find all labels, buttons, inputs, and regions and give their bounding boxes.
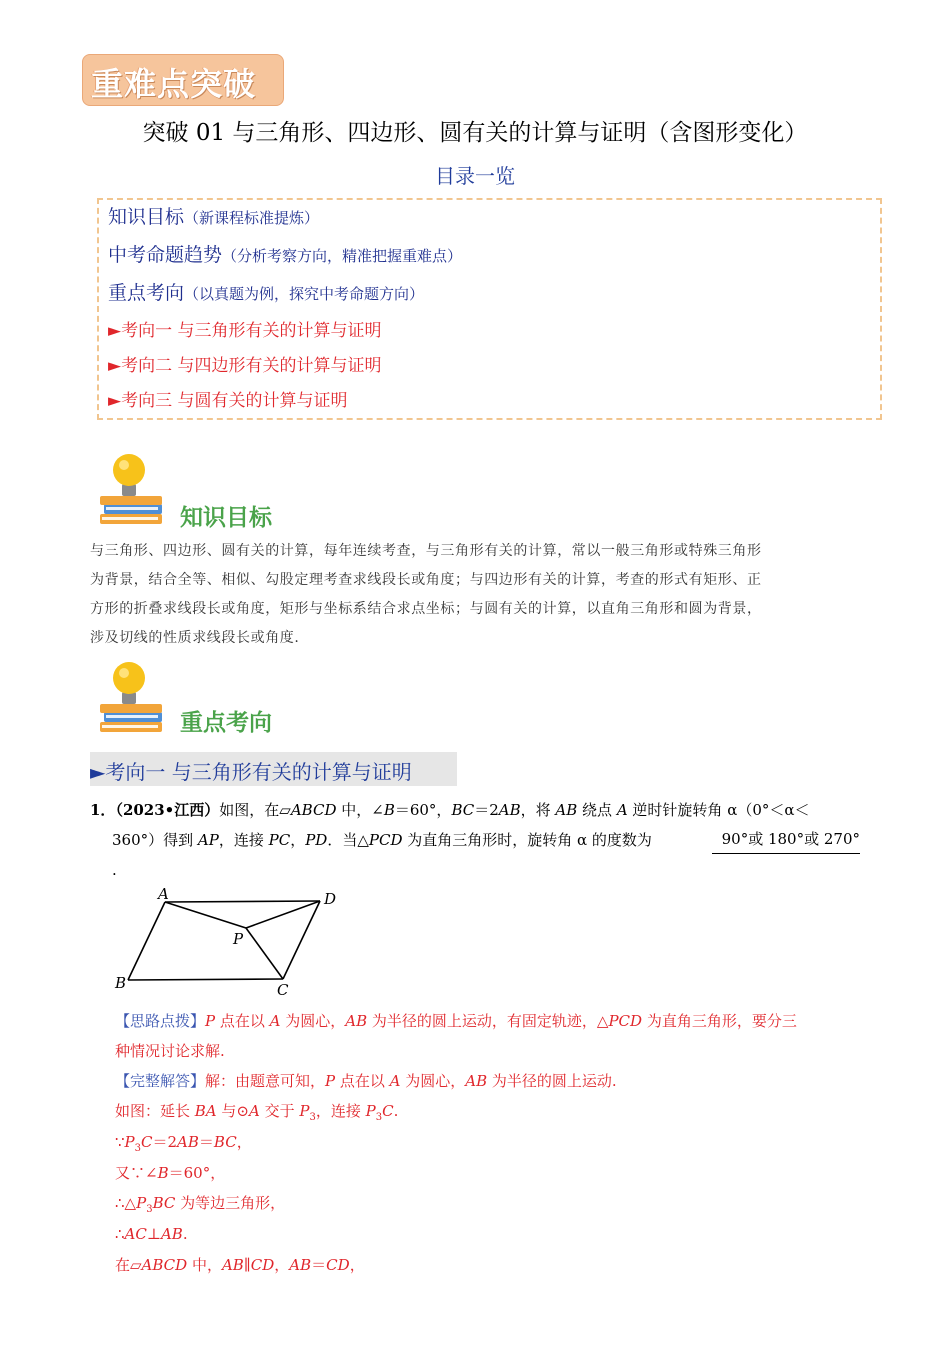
- question-number: 1．: [90, 801, 116, 819]
- text: 交于: [259, 1102, 300, 1120]
- label-a: A: [158, 885, 169, 903]
- full-label: 【完整解答】: [115, 1072, 206, 1090]
- text: ∵: [115, 1133, 125, 1151]
- toc-row-sub: （分析考察方向，精准把握重难点）: [222, 247, 463, 265]
- text: CD: [250, 1256, 275, 1274]
- text: P: [325, 1072, 336, 1090]
- page-title: 突破 01 与三角形、四边形、圆有关的计算与证明（含图形变化）: [142, 120, 808, 146]
- text: ∴△: [115, 1194, 137, 1212]
- text: ＝2: [474, 801, 499, 819]
- full-solution-line: [115, 1066, 617, 1096]
- text: ．当△: [327, 831, 369, 849]
- toc-row-sub: （新课程标准提炼）: [184, 209, 320, 227]
- edge-bc: [128, 979, 283, 980]
- text: ，将: [520, 801, 556, 819]
- text: ＝60°，: [394, 801, 452, 819]
- text: .: [182, 1225, 188, 1243]
- lightbulb-books-icon: [96, 656, 172, 738]
- text: PD: [305, 831, 328, 849]
- direction-label: ►考向一 与三角形有关的计算与证明: [90, 760, 412, 784]
- toc-row-main: 中考命题趋势: [108, 244, 223, 266]
- text: 如图：延长: [115, 1102, 195, 1120]
- text: ⊥: [146, 1225, 161, 1243]
- text: C: [382, 1102, 394, 1120]
- toc-heading: 目录一览: [435, 164, 515, 188]
- text: P: [365, 1102, 376, 1120]
- text: P: [124, 1133, 135, 1151]
- toc-row-knowledge[interactable]: [108, 202, 319, 229]
- text: 中，: [187, 1256, 222, 1274]
- text: 为半径的圆上运动.: [487, 1072, 617, 1090]
- text: AB: [555, 801, 578, 819]
- text: 逆时针旋转角 α（0°＜α＜: [627, 801, 810, 819]
- text: AB: [221, 1256, 244, 1274]
- text: 为等边三角形，: [175, 1194, 286, 1212]
- text: B: [383, 801, 395, 819]
- text: 为圆心，: [280, 1012, 346, 1030]
- solution-line-5: [115, 1219, 188, 1249]
- text: A: [269, 1012, 281, 1030]
- text: PCD: [368, 831, 403, 849]
- toc-row-main: 知识目标: [108, 206, 185, 228]
- hint-line-2: 种情况讨论求解.: [115, 1042, 225, 1060]
- text: 360°）得到: [112, 831, 198, 849]
- text: 中，∠: [336, 801, 384, 819]
- toc-item-direction-2[interactable]: ►考向二 与四边形有关的计算与证明: [108, 356, 382, 376]
- text: 3: [309, 1112, 316, 1123]
- toc-item-direction-3[interactable]: ►考向三 与圆有关的计算与证明: [108, 391, 348, 411]
- text: 解：由题意可知，: [205, 1072, 326, 1090]
- label-d: D: [324, 890, 337, 908]
- toc-item-direction-1[interactable]: ►考向一 与三角形有关的计算与证明: [108, 321, 382, 341]
- edge-ab: [128, 902, 165, 980]
- hint-label: 【思路点拨】: [115, 1012, 206, 1030]
- text: B: [157, 1164, 169, 1182]
- text: ，连接: [218, 831, 269, 849]
- label-p: P: [233, 930, 244, 948]
- toc-row-trend[interactable]: [108, 240, 462, 267]
- text: A: [389, 1072, 401, 1090]
- text: 点在以: [335, 1072, 390, 1090]
- text: 与⊙: [216, 1102, 249, 1120]
- text: AB: [177, 1133, 199, 1151]
- answer-text: 90°或 180°或 270°: [721, 830, 860, 848]
- knowledge-line: 与三角形、四边形、圆有关的计算，每年连续考查，与三角形有关的计算，常以一般三角形或特殊三角形: [90, 543, 762, 559]
- knowledge-line: 涉及切线的性质求线段长或角度.: [90, 630, 300, 646]
- badge-text: 重难点突破: [91, 65, 257, 103]
- text: ，: [349, 1256, 365, 1274]
- text: AB: [160, 1225, 183, 1243]
- text: P: [299, 1102, 310, 1120]
- text: C: [141, 1133, 153, 1151]
- text: .: [393, 1102, 399, 1120]
- text: AB: [465, 1072, 488, 1090]
- text: AP: [197, 831, 219, 849]
- edge-ad: [165, 901, 320, 902]
- text: AB: [289, 1256, 312, 1274]
- text: 3: [146, 1204, 153, 1215]
- section-badge: [82, 54, 284, 106]
- toc-row-main: 重点考向: [108, 282, 185, 304]
- text: 在▱: [115, 1256, 142, 1274]
- focus-heading: 重点考向: [180, 710, 272, 736]
- segment-pc: [246, 928, 283, 979]
- lightbulb-books-icon: [96, 448, 172, 530]
- direction-bar: [90, 752, 457, 786]
- question-source: （2023•江西）: [115, 801, 220, 819]
- text: A: [248, 1102, 260, 1120]
- text: P: [205, 1012, 216, 1030]
- text: ，连接: [315, 1102, 366, 1120]
- text: ＝60°，: [168, 1164, 226, 1182]
- text: A: [616, 801, 628, 819]
- text: 如图，在▱: [219, 801, 291, 819]
- text: ，: [274, 1256, 290, 1274]
- answer-blank: [712, 825, 860, 854]
- knowledge-heading: 知识目标: [180, 505, 272, 531]
- text: P: [136, 1194, 147, 1212]
- knowledge-line: 方形的折叠求线段长或角度，矩形与坐标系结合求点坐标；与圆有关的计算，以直角三角形和圆为背景，: [90, 601, 762, 617]
- text: 为直角三角形，要分三: [642, 1012, 797, 1030]
- parallelogram-figure: [110, 885, 350, 1000]
- text: AB: [345, 1012, 368, 1030]
- text: ＝: [198, 1133, 214, 1151]
- text: BC: [451, 801, 475, 819]
- text: BC: [152, 1194, 176, 1212]
- text: ＝2: [152, 1133, 178, 1151]
- text: PCD: [608, 1012, 643, 1030]
- knowledge-line: 为背景，结合全等、相似、勾股定理考查求线段长或角度；与四边形有关的计算，考查的形式有矩形、正: [90, 572, 762, 588]
- solution-line-3: [115, 1158, 225, 1188]
- text: 3: [375, 1112, 383, 1123]
- label-c: C: [277, 981, 289, 999]
- text: 绕点: [577, 801, 617, 819]
- hint-line-1: [115, 1006, 797, 1036]
- text: ∥: [243, 1256, 251, 1274]
- question-line-1: [90, 795, 810, 825]
- text: ∴: [115, 1225, 125, 1243]
- text: AB: [498, 801, 521, 819]
- text: ，: [290, 831, 306, 849]
- text: CD: [326, 1256, 350, 1274]
- text: 点在以: [215, 1012, 270, 1030]
- text: BA: [194, 1102, 217, 1120]
- text: ，: [236, 1133, 252, 1151]
- text: 为半径的圆上运动，有固定轨迹，△: [367, 1012, 609, 1030]
- label-b: B: [115, 974, 127, 992]
- text: 3: [134, 1143, 142, 1154]
- text: AC: [124, 1225, 147, 1243]
- segment-ap: [165, 902, 246, 928]
- knowledge-paragraph: [90, 537, 865, 653]
- text: 又∵∠: [115, 1164, 158, 1182]
- solution-line-6: [115, 1250, 365, 1280]
- toc-row-focus[interactable]: [108, 278, 424, 305]
- question-line-2: [112, 825, 652, 855]
- question-line-3: .: [112, 861, 117, 879]
- text: 为直角三角形时，旋转角 α 的度数为: [402, 831, 652, 849]
- text: PC: [268, 831, 291, 849]
- toc-row-sub: （以真题为例，探究中考命题方向）: [184, 285, 425, 303]
- text: ABCD: [141, 1256, 188, 1274]
- text: ＝: [311, 1256, 327, 1274]
- text: ABCD: [290, 801, 337, 819]
- text: BC: [213, 1133, 237, 1151]
- text: 为圆心，: [400, 1072, 466, 1090]
